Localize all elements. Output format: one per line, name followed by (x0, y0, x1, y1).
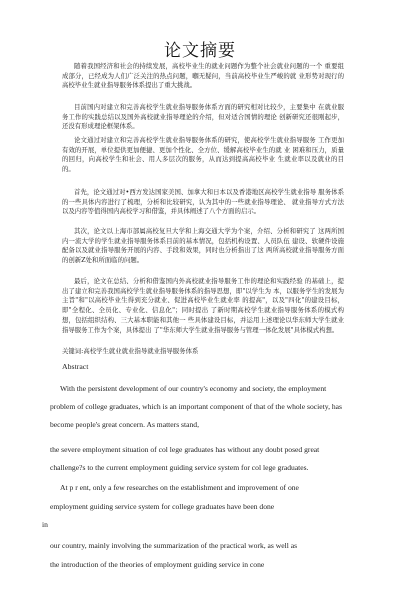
abstract-line: the introduction of the theories of employment guiding service in cone (50, 560, 265, 569)
keywords: 关键词:高校学生就业就业指导就业指导服务体系 (62, 347, 199, 355)
cn-paragraph-6: 最后，论文在总结、分析和借鉴国内外高校就业指导服务工作的理论和实践经验 的基础上，提出了建立和完善我国高校学生就业指导服务体系的指导思想，即"以学生为 本，以服务学生的发展为主旨"和"以高校毕业生得到充分就业、促进高校毕业生就业率 的提高"，以及"四化"的建设目标，即"全程化、全员化、专业化、信息化"；同时提出 了新时期高校学生就业指导服务体系的模式构想，包括组织结构、三大基本职能和其他一 些具体建设目标，并运用上述理论以华东师大学生就业指导服务工作为个案，具体提出 了"华东师大学生就业指导服务与管理一体化发展"具体模式构想。 (62, 277, 344, 334)
cn-paragraph-2: 目前国内对建立和完善高校学生就业指导服务体系方面的研究相对比较少，主要集中 在就业服务工作的实践总结以及国外高校就业指导理论的介绍，但对适合国情的理论 创新研究还很刚起步，还没有形成理论框架体系。 (62, 103, 344, 131)
abstract-line: With the persistent development of our country's economy and society, the employment (60, 384, 327, 393)
abstract-line: our country, mainly involving the summarization of the practical work, as well as (50, 541, 298, 550)
abstract-line: At p r ent, only a few researches on the establishment and improvement of one (60, 483, 299, 492)
page-title: 论文摘要 (164, 41, 236, 61)
abstract-line: problem of college graduates, which is an important component of that of the whole society, has (50, 402, 342, 411)
abstract-line: employment guiding service system for college graduates have been done (50, 502, 275, 511)
cn-paragraph-1: 随着我国经济和社会的持续发展，高校毕业生的就业问题作为整个社会就业问题的一个 重要组成部分，已经成为人们广泛关注的热点问题，嗰无疑问，当前高校毕业生严峻的就 业形势对现行的高校毕业生就业指导服务体系提出了重大挑战。 (62, 62, 344, 90)
abstract-heading: Abstract (62, 362, 89, 371)
abstract-line: the severe employment situation of col lege graduates has without any doubt posed great (50, 445, 320, 454)
abstract-line: challenge?s to the current employment guiding service system for col lege graduates. (50, 463, 309, 472)
abstract-line: in (42, 520, 48, 529)
cn-paragraph-5: 其次，论文以上海市部属高校复旦大学和上海交通大学为个案，介绍、分析和研究了 这两所国内一流大学的学生就业指导服务体系目前的基本情况，包括机构设置、人员队伍 建设、软硬件设施配备以及就业指导服务开展的内容、手段和效果，同时也分析指出了这 两所高校就业指导服务方面的创新Z处和所面临的问题。 (62, 227, 344, 265)
cn-paragraph-3: 论文通过对建立和完善高校学生就业指导服务体系的研究，使高校学生就业指导服务 工作更加有效的开展，单位提供更加便捷、更加个性化、全方位、缓解高校毕业生的就 业 困难和压力，质量的回归，向高校学生和社会、用人多层次的服务，从而达到提高高校毕业 生就业率以及就业的目的。 (62, 136, 344, 174)
abstract-line: become people's great concern. As matters stand, (50, 420, 199, 429)
cn-paragraph-4: 首先，论文通过对•西方发达国家美国、加拿大和日本以及香港地区高校学生就业指导 服务体系的一些具体内容进行了梳理，分析和比较研究，认为其中的一些就业指导理论、 就业指导方式方法以及内容等值得国内高校学习和借鉴，并具体阐述了八个方面的启示。 (62, 188, 344, 216)
